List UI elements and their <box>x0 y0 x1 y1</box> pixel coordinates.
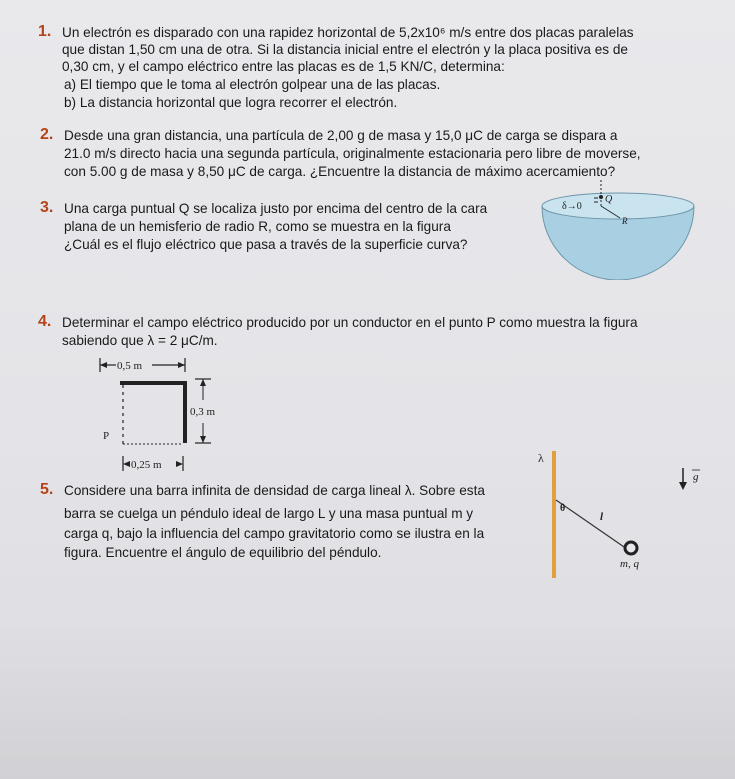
problem-text-line: Determinar el campo eléctrico producido por un conductor en el punto P como muestra la figura <box>62 315 638 330</box>
problem-text-line: plana de un hemisferio de radio R, como se muestra en la figura <box>64 219 451 234</box>
charge-point <box>599 195 603 199</box>
problem-number: 3. <box>40 199 54 216</box>
problem-number: 5. <box>40 481 54 498</box>
theta-label: θ <box>560 503 566 514</box>
pendulum-mass <box>625 542 637 554</box>
length-label: l <box>600 511 604 523</box>
conductor-wire <box>120 383 185 443</box>
pendulum-figure <box>530 445 720 580</box>
problem-number: 4. <box>38 313 52 330</box>
hemisphere-figure <box>538 178 698 280</box>
top-dimension-label: 0,5 m <box>117 360 143 372</box>
paper-shadow <box>0 620 735 779</box>
pendulum-string <box>556 500 627 549</box>
problem-text-line: con 5.00 g de masa y 8,50 μC de carga. ¿Encuentre la distancia de máximo acercamiento? <box>64 164 616 179</box>
delta-label: δ→0 <box>562 201 582 212</box>
problem-item-a: a) El tiempo que le toma al electrón golpear una de las placas. <box>64 77 441 92</box>
problem-item-b: b) La distancia horizontal que logra recorrer el electrón. <box>64 95 398 110</box>
conductor-figure <box>90 350 250 480</box>
lambda-label: λ <box>538 451 544 465</box>
problem-text-line: 0,30 cm, y el campo eléctrico entre las placas es de 1,5 KN/C, determina: <box>62 59 505 74</box>
gravity-label: g <box>693 471 699 483</box>
problem-number: 2. <box>40 126 54 143</box>
point-p-label: P <box>103 430 110 442</box>
problem-text-line: ¿Cuál es el flujo eléctrico que pasa a través de la superficie curva? <box>64 237 468 252</box>
problem-text-line: sabiendo que λ = 2 μC/m. <box>62 333 218 348</box>
problem-text-line: figura. Encuentre el ángulo de equilibrio del péndulo. <box>64 545 382 560</box>
problem-text-line: Considere una barra infinita de densidad de carga lineal λ. Sobre esta <box>64 483 485 498</box>
radius-label: R <box>622 216 628 226</box>
problem-text-line: Una carga puntual Q se localiza justo por encima del centro de la cara <box>64 201 488 216</box>
charged-bar <box>552 451 556 578</box>
mass-charge-label: m, q <box>620 558 639 570</box>
charge-q-label: Q <box>605 194 613 205</box>
problem-text-line: que distan 1,50 cm una de otra. Si la distancia inicial entre el electrón y la placa positiva es de <box>62 42 628 57</box>
problem-text-line: barra se cuelga un péndulo ideal de largo L y una masa puntual m y <box>64 506 474 521</box>
problem-text-line: Desde una gran distancia, una partícula de 2,00 g de masa y 15,0 μC de carga se dispara a <box>64 128 618 143</box>
problem-text-line: carga q, bajo la influencia del campo gravitatorio como se ilustra en la <box>64 526 485 541</box>
problem-text-line: Un electrón es disparado con una rapidez horizontal de 5,2x10⁶ m/s entre dos placas paralelas <box>62 25 634 40</box>
bottom-dimension-label: 0,25 m <box>131 459 162 471</box>
side-dimension-label: 0,3 m <box>190 406 216 418</box>
problem-number: 1. <box>38 23 52 40</box>
problem-text-line: 21.0 m/s directo hacia una segunda partícula, originalmente estacionaria pero libre de moverse, <box>64 146 641 161</box>
